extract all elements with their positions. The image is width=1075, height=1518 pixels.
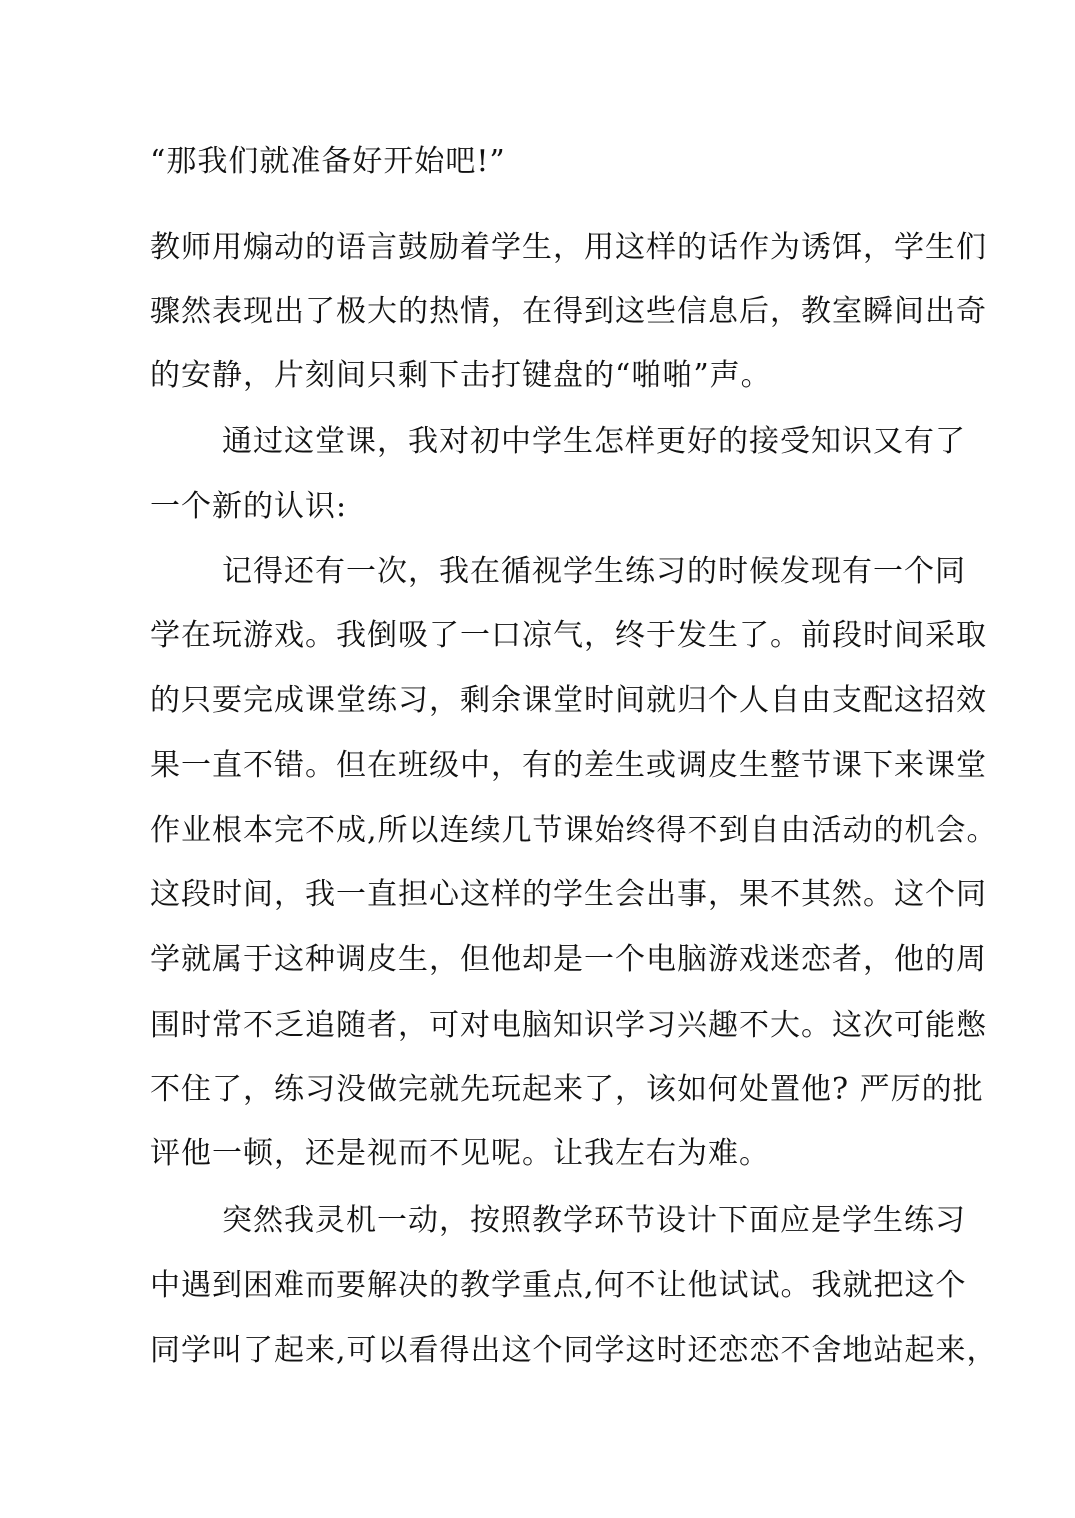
text-line: 中遇到困难而要解决的教学重点,何不让他试试。我就把这个 — [150, 1268, 967, 1303]
text-line: 不住了，练习没做完就先玩起来了，该如何处置他? 严厉的批 — [150, 1072, 984, 1107]
text-line: 作业根本完不成,所以连续几节课始终得不到自由活动的机会。 — [150, 813, 998, 848]
text-line: 同学叫了起来,可以看得出这个同学这时还恋恋不舍地站起来， — [150, 1333, 998, 1368]
text-line: 通过这堂课，我对初中学生怎样更好的接受知识又有了 — [222, 424, 966, 459]
text-line: 评他一顿，还是视而不见呢。让我左右为难。 — [150, 1136, 770, 1171]
text-line: 教师用煽动的语言鼓励着学生，用这样的话作为诱饵，学生们 — [150, 230, 987, 265]
text-line: 学在玩游戏。我倒吸了一口凉气，终于发生了。前段时间采取 — [150, 618, 987, 653]
text-line: 围时常不乏追随者，可对电脑知识学习兴趣不大。这次可能憋 — [150, 1008, 987, 1043]
text-line: 学就属于这种调皮生，但他却是一个电脑游戏迷恋者，他的周 — [150, 942, 987, 977]
text-line: 骤然表现出了极大的热情，在得到这些信息后，教室瞬间出奇 — [150, 294, 987, 329]
text-line: 果一直不错。但在班级中，有的差生或调皮生整节课下来课堂 — [150, 748, 987, 783]
text-line: “那我们就准备好开始吧!” — [150, 144, 506, 179]
text-line: 这段时间，我一直担心这样的学生会出事，果不其然。这个同 — [150, 877, 987, 912]
text-line: 的只要完成课堂练习，剩余课堂时间就归个人自由支配这招效 — [150, 683, 987, 718]
text-line: 突然我灵机一动，按照教学环节设计下面应是学生练习 — [222, 1203, 966, 1238]
text-line: 记得还有一次，我在循视学生练习的时候发现有一个同 — [222, 554, 966, 589]
text-line: 一个新的认识: — [150, 489, 348, 524]
text-line: 的安静，片刻间只剩下击打键盘的“啪啪”声。 — [150, 358, 772, 393]
